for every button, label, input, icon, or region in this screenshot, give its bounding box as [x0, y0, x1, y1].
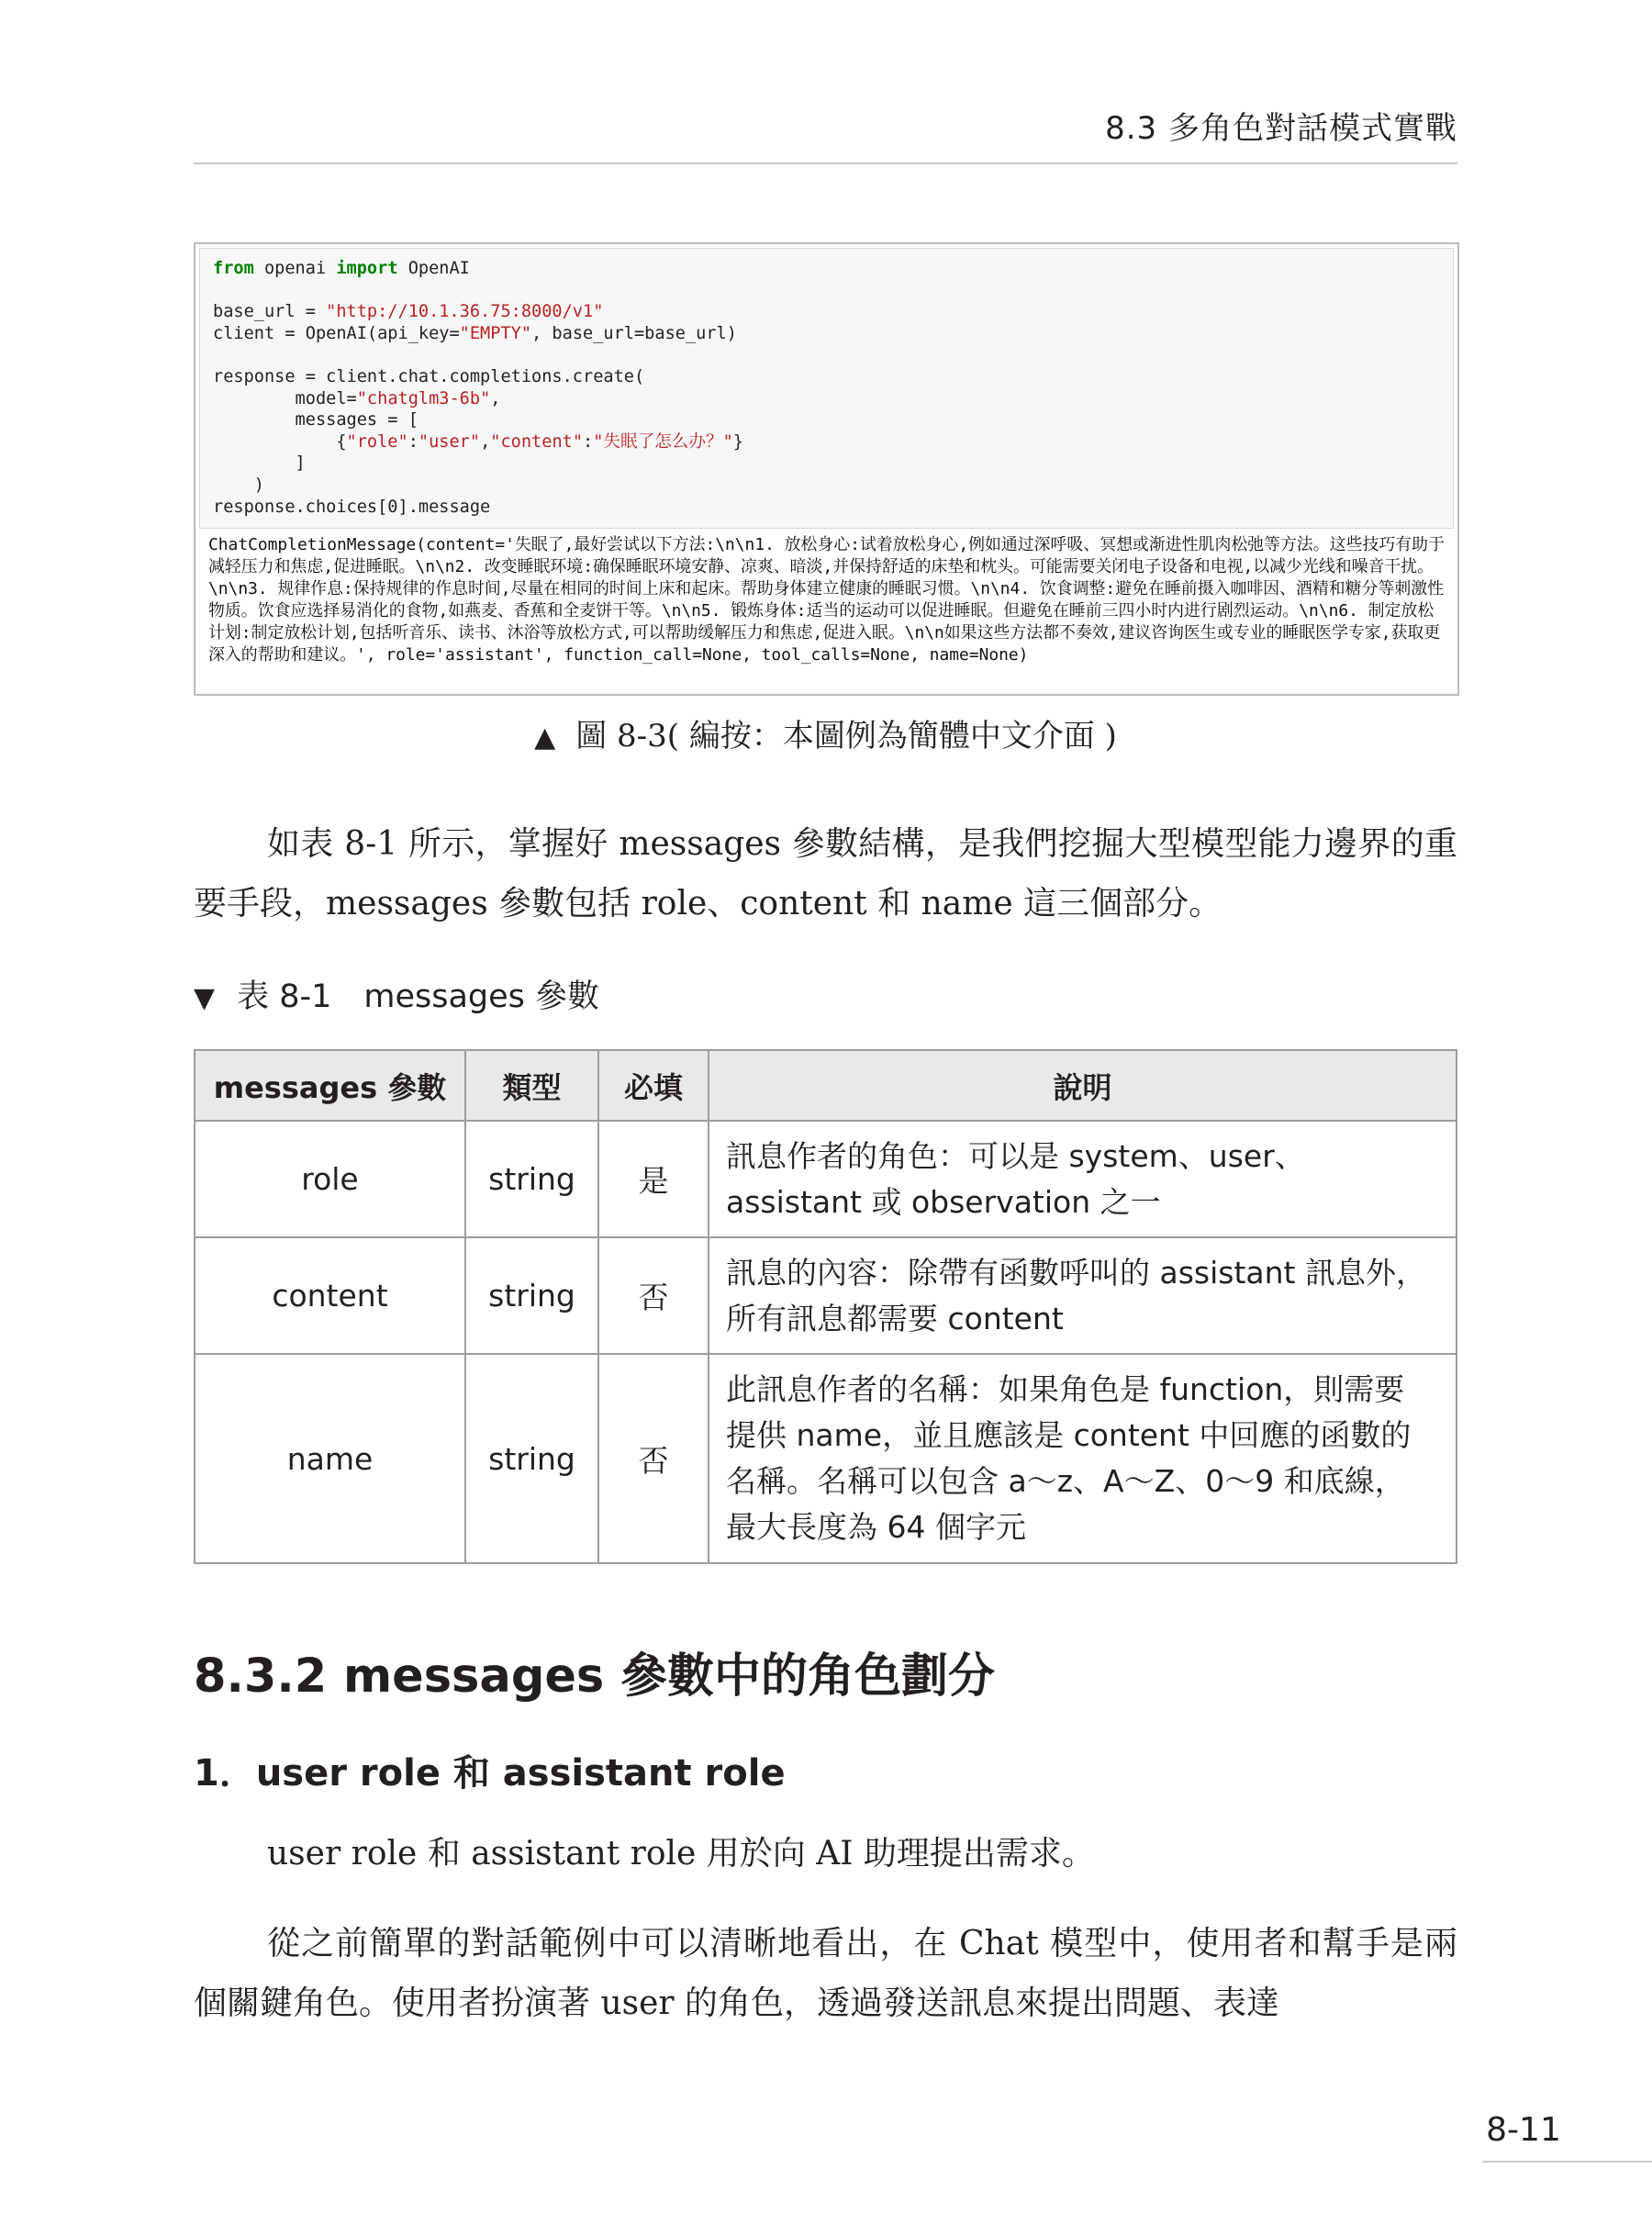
column-header: 必填: [598, 1050, 709, 1121]
table-header-row: [195, 1050, 1457, 1121]
code-line: from openai import OpenAI: [213, 259, 470, 278]
param-cell: content: [195, 1237, 465, 1354]
description-line: 最大長度為 64 個字元: [726, 1509, 1026, 1545]
description-line: assistant 或 observation 之一: [726, 1183, 1161, 1220]
type-cell: string: [465, 1121, 598, 1237]
description-line: 訊息的內容：除帶有函數呼叫的 assistant 訊息外，: [726, 1254, 1426, 1291]
description-line: 名稱。名稱可以包含 a～z、A～Z、0～9 和底線，: [726, 1463, 1405, 1499]
type-cell: string: [465, 1237, 598, 1354]
code-line: client = OpenAI(api_key="EMPTY", base_url=base_url): [213, 323, 737, 343]
footer-divider: [1482, 2161, 1652, 2163]
column-header: 類型: [465, 1050, 598, 1121]
subsection-heading: 1．user role 和 assistant role: [194, 1752, 786, 1794]
code-line: response.choices[0].message: [213, 497, 491, 517]
table-caption: [194, 971, 599, 1017]
body-paragraph: 如表 8-1 所示，掌握好 messages 參數結構，是我們挖掘大型模型能力邊界的重要手段，messages 參數包括 role、content 和 name 這三個部分。: [194, 825, 1457, 922]
type-cell: string: [465, 1354, 598, 1563]
section-heading: 8.3.2 messages 參數中的角色劃分: [194, 1649, 996, 1704]
running-header: 8.3 多角色對話模式實戰: [1105, 110, 1457, 147]
triangle-down-icon: ▼: [194, 982, 216, 1014]
code-line: ): [213, 475, 264, 495]
description-line: 此訊息作者的名稱：如果角色是 function，則需要: [726, 1371, 1405, 1407]
table-row: [195, 1354, 1457, 1563]
table-row: [195, 1121, 1457, 1237]
description-line: 提供 name，並且應該是 content 中回應的函數的: [726, 1417, 1412, 1453]
body-paragraph: user role 和 assistant role 用於向 AI 助理提出需求。: [267, 1835, 1095, 1873]
figure-caption: [194, 710, 1457, 755]
code-output-cell: ChatCompletionMessage(content='失眠了,最好尝试以下方法:\n\n1. 放松身心:试着放松身心,例如通过深呼吸、冥想或渐进性肌肉松弛等方法。这些技巧有助于减轻压力和焦虑,促进睡眠。\n\n2. 改变睡眠环境:确保睡眠环境安静、凉爽、暗淡,并保持舒适的床垫和枕头。可能需要关闭电子设备和电视,以减少光线和噪音干扰。\n\n3. 规律作息:保持规律的作息时间,尽量在相同的时间上床和起床。帮助身体建立健康的睡眠习惯。\n\n4. 饮食调整:避免在睡前摄入咖啡因、酒精和糖分等刺激性物质。饮食应选择易消化的食物,如燕麦、香蕉和全麦饼干等。\n\n5. 锻炼身体:适当的运动可以促进睡眠。但避免在睡前三四小时内进行剧烈运动。\n\n6. 制定放松计划:制定放松计划,包括听音乐、读书、沐浴等放松方式,可以帮助缓解压力和焦虑,促进入眠。\n\n如果这些方法都不奏效,建议咨询医生或专业的睡眠医学专家,获取更深入的帮助和建议。', role='assistant', function_call=None, tool_calls=None, name=None): [208, 535, 1445, 665]
figure-caption-text: 圖 8-3( 編按：本圖例為簡體中文介面 ): [575, 718, 1117, 755]
table-row: [195, 1237, 1457, 1354]
required-cell: 是: [598, 1121, 709, 1237]
code-line: ]: [213, 453, 306, 474]
messages-params-table: [194, 1049, 1457, 1564]
body-paragraph: 從之前簡單的對話範例中可以清晰地看出，在 Chat 模型中，使用者和幫手是兩個關鍵角色。使用者扮演著 user 的角色，透過發送訊息來提出問題、表達: [194, 1925, 1457, 2022]
code-line: {"role":"user","content":"失眠了怎么办？"}: [213, 431, 743, 452]
code-line: messages = [: [213, 410, 419, 430]
param-cell: name: [195, 1354, 465, 1563]
code-line: response = client.chat.completions.create(: [213, 366, 645, 386]
code-input-cell: [199, 248, 1454, 529]
code-block: [200, 249, 1453, 527]
description-line: 所有訊息都需要 content: [726, 1300, 1064, 1336]
description-cell: [709, 1237, 1457, 1354]
code-line: base_url = "http://10.1.36.75:8000/v1": [213, 302, 604, 322]
column-header: 說明: [709, 1050, 1457, 1121]
description-cell: [709, 1354, 1457, 1563]
param-cell: role: [195, 1121, 465, 1237]
required-cell: 否: [598, 1237, 709, 1354]
code-screenshot-figure: [194, 242, 1459, 696]
page-number: 8-11: [1486, 2111, 1561, 2149]
column-header: messages 參數: [195, 1050, 465, 1121]
table-caption-text: 表 8-1 messages 參數: [237, 978, 600, 1015]
description-cell: [709, 1121, 1457, 1237]
description-line: 訊息作者的角色：可以是 system、user、: [726, 1137, 1305, 1174]
required-cell: 否: [598, 1354, 709, 1563]
triangle-up-icon: ▲: [534, 721, 556, 754]
code-line: model="chatglm3-6b",: [213, 388, 501, 408]
header-divider: [194, 162, 1457, 164]
